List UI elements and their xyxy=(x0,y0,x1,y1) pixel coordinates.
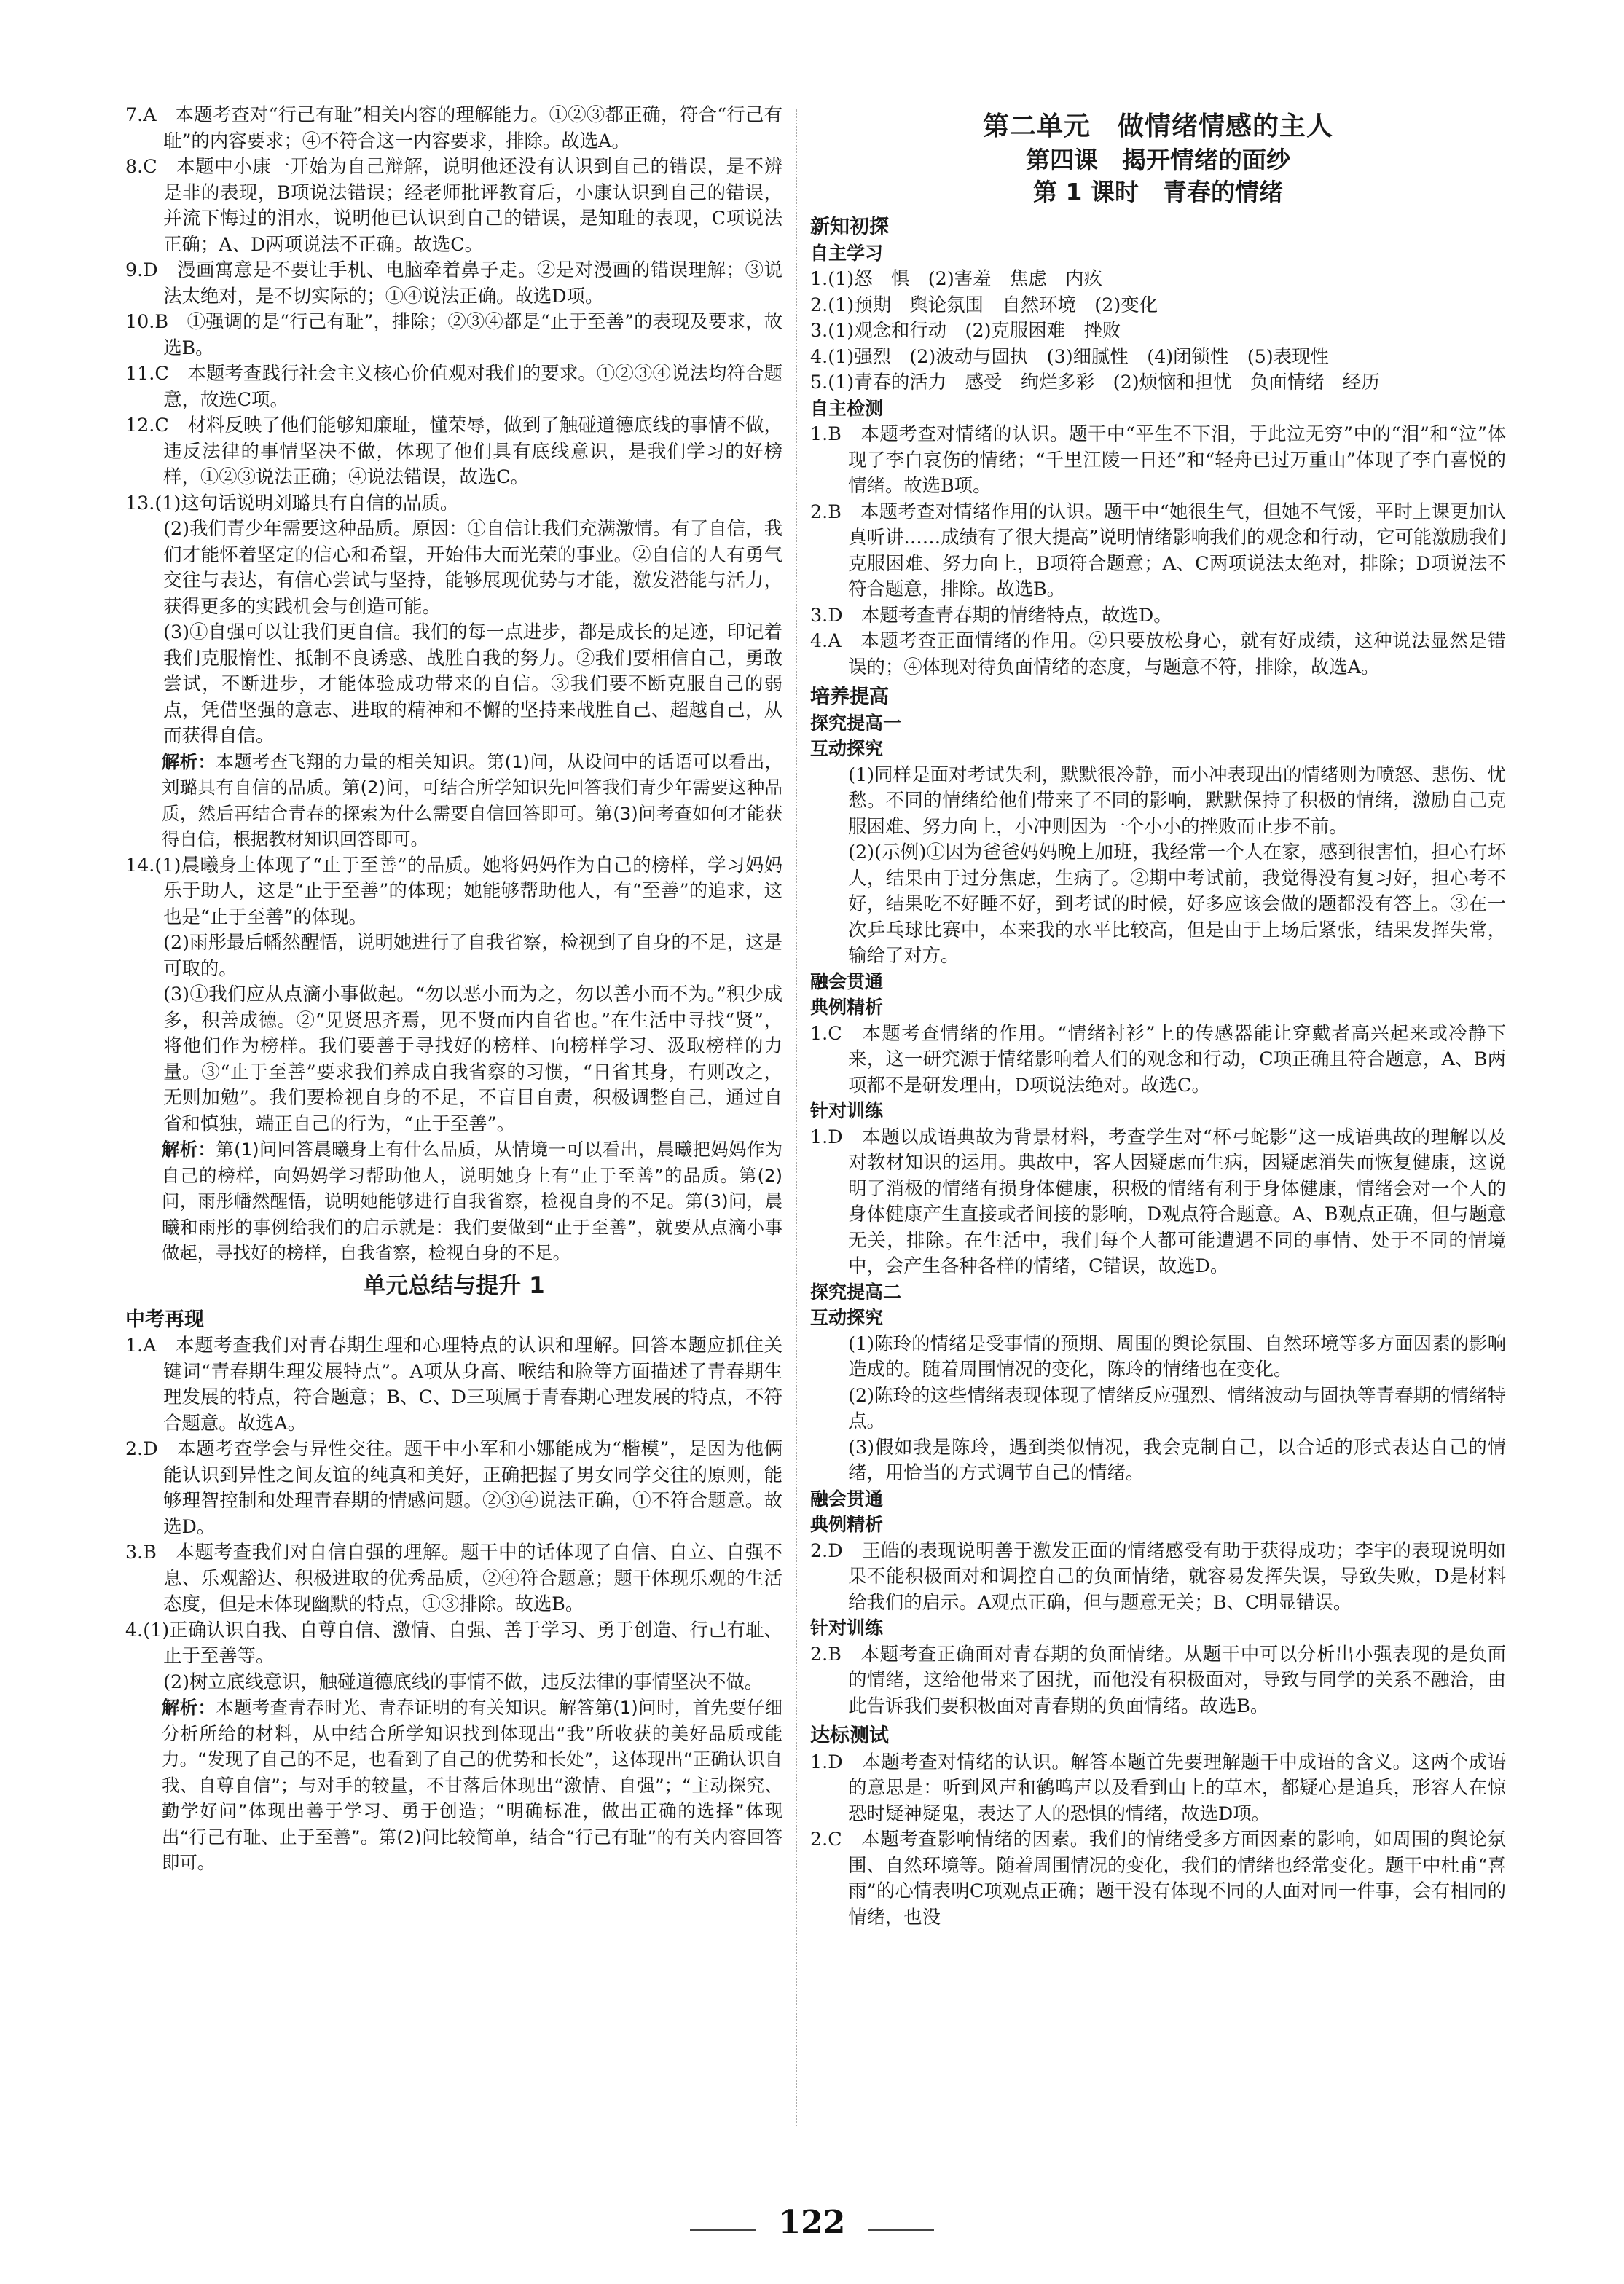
right-column xyxy=(810,109,1506,2237)
section-heading: 中考再现 xyxy=(125,1308,204,1331)
answer-subparagraph: (3)假如我是陈玲，遇到类似情况，我会克制自己，以合适的形式表达自己的情绪，用恰当的方式调节自己的情绪。 xyxy=(848,1435,1506,1483)
answer-item: 2.B 本题考查正确面对青春期的负面情绪。从题干中可以分析出小强表现的是负面的情绪，这给他带来了困扰，而他没有积极面对，导致与同学的关系不融洽，由此告诉我们要积极面对青春期的负面情绪。故选B。 xyxy=(810,1642,1506,1716)
answer-item: 14.(1)晨曦身上体现了“止于至善”的品质。她将妈妈作为自己的榜样，学习妈妈乐于助人，这是“止于至善”的体现；她能够帮助他人，有“至善”的追求，这也是“止于至善”的体现。 xyxy=(125,853,782,927)
answer-item: 1.B 本题考查对情绪的认识。题干中“平生不下泪，于此泣无穷”中的“泪”和“泣”体现了李白哀伤的情绪；“千里江陵一日还”和“轻舟已过万重山”体现了李白喜悦的情绪。故选B项。 xyxy=(810,423,1506,496)
answer-item: 4.(1)正确认识自我、自尊自信、激情、自强、善于学习、勇于创造、行己有耻、止于至善等。 xyxy=(125,1618,782,1666)
analysis-paragraph xyxy=(125,1137,782,1266)
answer-subparagraph: (2)树立底线意识，触碰道德底线的事情不做，违反法律的事情坚决不做。 xyxy=(163,1670,764,1692)
answer-item: 7.A 本题考查对“行己有耻”相关内容的理解能力。①②③都正确，符合“行己有耻”的内容要求；④不符合这一内容要求，排除。故选A。 xyxy=(125,103,782,152)
subsection-heading: 互动探究 xyxy=(810,738,884,759)
answer-item: 1.D 本题考查对情绪的认识。解答本题首先要理解题干中成语的含义。这两个成语的意思是：听到风声和鹤鸣声以及看到山上的草木，都疑心是追兵，形容人在惊恐时疑神疑鬼，表达了人的恐惧的情绪，故选D项。 xyxy=(810,1750,1506,1824)
subsection-heading: 互动探究 xyxy=(810,1307,884,1328)
answer-item: 3.B 本题考查我们对自信自强的理解。题干中的话体现了自信、自立、自强不息、乐观豁达、积极进取的优秀品质，②④符合题意；题干体现乐观的生活态度，但是未体现幽默的特点，①③排除。故选B。 xyxy=(125,1541,782,1614)
column-divider xyxy=(796,109,799,2127)
answer-item: 2.D 本题考查学会与异性交往。题干中小军和小娜能成为“楷模”，是因为他俩能认识到异性之间友谊的纯真和美好，正确把握了男女同学交往的原则，能够理智控制和处理青春期的情感问题。②③④说法正确，①不符合题意。故选D。 xyxy=(125,1437,782,1537)
answer-item: 3.(1)观念和行动 (2)克服困难 挫败 xyxy=(810,319,1121,341)
answer-item: 3.D 本题考查青春期的情绪特点，故选D。 xyxy=(810,603,1172,626)
answer-item: 10.B ①强调的是“行己有耻”，排除；②③④都是“止于至善”的表现及要求，故选B。 xyxy=(125,310,782,358)
unit-title: 第二单元 做情绪情感的主人 xyxy=(982,111,1333,141)
analysis-paragraph xyxy=(125,1695,782,1876)
answer-subparagraph: (1)同样是面对考试失利，默默很冷静，而小冲表现出的情绪则为喷怒、悲伤、忧愁。不同的情绪给他们带来了不同的影响，默默保持了积极的情绪，激励自己克服困难、努力向上，小冲则因为一个小小的挫败而止步不前。 xyxy=(848,763,1506,837)
section-title: 单元总结与提升 1 xyxy=(363,1272,545,1299)
answer-item: 2.C 本题考查影响情绪的因素。我们的情绪受多方面因素的影响，如周围的舆论氛围、自然环境等。随着周围情况的变化，我们的情绪也经常变化。题干中杜甫“喜雨”的心情表明C项观点正确；题干没有体现不同的人面对同一件事，会有相同的情绪，也没 xyxy=(810,1828,1506,1928)
answer-subparagraph: (2)陈玲的这些情绪表现体现了情绪反应强烈、情绪波动与固执等青春期的情绪特点。 xyxy=(848,1384,1506,1432)
analysis-label: 解析： xyxy=(162,1697,216,1718)
answer-item: 12.C 材料反映了他们能够知廉耻，懂荣辱，做到了触碰道德底线的事情不做，违反法律的事情坚决不做，体现了他们具有底线意识，是我们学习的好榜样，①②③说法正确；④说法错误，故选C。 xyxy=(125,414,782,487)
section-heading: 新知初探 xyxy=(810,216,889,238)
section-heading: 达标测试 xyxy=(810,1724,889,1747)
analysis-text: 第(1)问回答晨曦身上有什么品质，从情境一可以看出，晨曦把妈妈作为自己的榜样，向妈妈学习帮助他人，说明她身上有“止于至善”的品质。第(2)问，雨彤幡然醒悟，说明她能够进行自我省察，检视自身的不足。第(3)问，晨曦和雨彤的事例给我们的启示就是：我们要做到“止于至善”，就要从点滴小事做起，寻找好的榜样，自我省察，检视自身的不足。 xyxy=(162,1139,782,1263)
subsection-heading: 探究提高一 xyxy=(810,712,902,734)
answer-item: 1.A 本题考查我们对青春期生理和心理特点的认识和理解。回答本题应抓住关键词“青春期生理发展特点”。A项从身高、喉结和脸等方面描述了青春期生理发展的特点，符合题意；B、C、D三项属于青春期心理发展的特点，不符合题意。故选A。 xyxy=(125,1334,782,1434)
answer-item: 1.C 本题考查情绪的作用。“情绪衬衫”上的传感器能让穿戴者高兴起来或冷静下来，这一研究源于情绪影响着人们的观念和行动，C项正确且符合题意，A、B两项都不是研发理由，D项说法绝对。故选C。 xyxy=(810,1021,1506,1096)
section-heading: 培养提高 xyxy=(810,686,889,708)
answer-item: 2.D 王皓的表现说明善于激发正面的情绪感受有助于获得成功；李宇的表现说明如果不能积极面对和调控自己的负面情绪，就容易发挥失误，导致失败，D是材料给我们的启示。A观点正确，但与题意无关；B、C明显错误。 xyxy=(810,1539,1506,1613)
subsection-heading: 典例精析 xyxy=(810,1514,884,1535)
analysis-paragraph xyxy=(125,749,782,852)
answer-subparagraph: (1)陈玲的情绪是受事情的预期、周围的舆论氛围、自然环境等多方面因素的影响造成的。随着周围情况的变化，陈玲的情绪也在变化。 xyxy=(848,1332,1506,1380)
subsection-heading: 典例精析 xyxy=(810,997,884,1018)
subsection-heading: 针对训练 xyxy=(810,1100,884,1121)
answer-item: 9.D 漫画寓意是不要让手机、电脑牵着鼻子走。②是对漫画的错误理解；③说法太绝对，是不切实际的；①④说法正确。故选D项。 xyxy=(125,259,782,307)
answer-item: 4.A 本题考查正面情绪的作用。②只要放松身心，就有好成绩，这种说法显然是错误的；④体现对待负面情绪的态度，与题意不符，排除，故选A。 xyxy=(810,629,1506,678)
subsection-heading: 融会贯通 xyxy=(810,1488,884,1510)
answer-item: 13.(1)这句话说明刘璐具有自信的品质。 xyxy=(125,491,459,514)
answer-item: 1.D 本题以成语典故为背景材料，考查学生对“杯弓蛇影”这一成语典故的理解以及对教材知识的运用。典故中，客人因疑虑而生病，因疑虑消失而恢复健康，这说明了消极的情绪有损身体健康，积极的情绪有利于身体健康，情绪会对一个人的身体健康产生直接或者间接的影响，D观点符合题意。A、B观点正确，但与题意无关，排除。在生活中，我们每个人都可能遭遇不同的事情、处于不同的情境中，会产生各种各样的情绪，C错误，故选D。 xyxy=(810,1125,1506,1276)
analysis-text: 本题考查青春时光、青春证明的有关知识。解答第(1)问时，首先要仔细分析所给的材料，从中结合所学知识找到体现出“我”所收获的美好品质或能力。“发现了自己的不足，也看到了自己的优势和长处”，这体现出“正确认识自我、自尊自信”；与对手的较量，不甘落后体现出“激情、自强”；“主动探究、勤学好问”体现出善于学习、勇于创造；“明确标准，做出正确的选择”体现出“行己有耻、止于至善”。第(2)问比较简单，结合“行己有耻”的有关内容回答即可。 xyxy=(162,1697,782,1873)
footer-dash-left xyxy=(690,2229,756,2231)
subsection-heading: 探究提高二 xyxy=(810,1281,902,1303)
answer-item: 11.C 本题考查践行社会主义核心价值观对我们的要求。①②③④说法均符合题意，故选C项。 xyxy=(125,362,782,410)
answer-item: 2.B 本题考查对情绪作用的认识。题干中“她很生气，但她不气馁，平时上课更加认真听讲……成绩有了很大提高”说明情绪影响我们的观念和行动，它可能激励我们克服困难、努力向上，B项符合题意；A、C两项说法太绝对，排除；D项说法不符合题意，排除。故选B。 xyxy=(810,500,1506,600)
answer-subparagraph: (3)①我们应从点滴小事做起。“勿以恶小而为之，勿以善小而不为。”积少成多，积善成德。②“见贤思齐焉，见不贤而内自省也。”在生活中寻找“贤”，将他们作为榜样。我们要善于寻找好的榜样、向榜样学习、汲取榜样的力量。③“止于至善”要求我们养成自我省察的习惯，“日省其身，有则改之，无则加勉”。我们要检视自身的不足，不盲目自责，积极调整自己，通过自省和慎独，端正自己的行为，“止于至善”。 xyxy=(163,983,782,1134)
subsection-heading: 融会贯通 xyxy=(810,970,884,992)
answer-subparagraph: (2)(示例)①因为爸爸妈妈晚上加班，我经常一个人在家，感到很害怕，担心有坏人，结果由于过分焦虑，生病了。②期中考试前，我觉得没有复习好，担心考不好，结果吃不好睡不好，到考试的时候，好多应该会做的题都没有答上。③在一次乒乓球比赛中，本来我的水平比较高，但是由于上场后紧张，结果发挥失常，输给了对方。 xyxy=(848,841,1506,966)
answer-item: 4.(1)强烈 (2)波动与固执 (3)细腻性 (4)闭锁性 (5)表现性 xyxy=(810,345,1329,367)
answer-subparagraph: (3)①自强可以让我们更自信。我们的每一点进步，都是成长的足迹，印记着我们克服惰性、抵制不良诱惑、战胜自我的努力。②我们要相信自己，勇敢尝试，不断进步，才能体验成功带来的自信。③我们要不断克服自己的弱点，凭借坚强的意志、进取的精神和不懈的坚持来战胜自己、超越自己，从而获得自信。 xyxy=(163,621,782,746)
subsection-heading: 自主学习 xyxy=(810,242,884,264)
footer-dash-right xyxy=(868,2229,934,2231)
left-column xyxy=(125,102,782,2200)
answer-item: 5.(1)青春的活力 感受 绚烂多彩 (2)烦恼和担忧 负面情绪 经历 xyxy=(810,371,1380,393)
answer-subparagraph: (2)我们青少年需要这种品质。原因：①自信让我们充满激情。有了自信，我们才能怀着坚定的信心和希望，开始伟大而光荣的事业。②自信的人有勇气交往与表达，有信心尝试与坚持，能够展现优势与才能，激发潜能与活力，获得更多的实践机会与创造可能。 xyxy=(163,517,782,617)
answer-item: 8.C 本题中小康一开始为自己辩解，说明他还没有认识到自己的错误，是不辨是非的表现，B项说法错误；经老师批评教育后，小康认识到自己的错误，并流下悔过的泪水，说明他已认识到自己的错误，是知耻的表现，C项说法正确；A、D两项说法不正确。故选C。 xyxy=(125,155,782,255)
page-number: 122 xyxy=(778,2204,846,2241)
analysis-label: 解析： xyxy=(162,750,216,772)
answer-subparagraph: (2)雨彤最后幡然醒悟，说明她进行了自我省察，检视到了自身的不足，这是可取的。 xyxy=(163,931,782,979)
lesson-title: 第四课 揭开情绪的面纱 xyxy=(1026,146,1290,174)
subsection-heading: 针对训练 xyxy=(810,1617,884,1639)
page-footer xyxy=(0,2204,1624,2241)
analysis-text: 本题考查飞翔的力量的相关知识。第(1)问，从设问中的话语可以看出，刘璐具有自信的品质。第(2)问，可结合所学知识先回答我们青少年需要这种品质，然后再结合青春的探索为什么需要自信回答即可。第(3)问考查如何才能获得自信，根据教材知识回答即可。 xyxy=(162,750,782,849)
period-title: 第 1 课时 青春的情绪 xyxy=(1033,178,1283,206)
answer-item: 2.(1)预期 舆论氛围 自然环境 (2)变化 xyxy=(810,293,1158,315)
analysis-label: 解析： xyxy=(162,1139,216,1160)
subsection-heading: 自主检测 xyxy=(810,397,884,419)
answer-item: 1.(1)怒 惧 (2)害羞 焦虑 内疚 xyxy=(810,267,1102,289)
right-column-body xyxy=(810,214,1506,1930)
